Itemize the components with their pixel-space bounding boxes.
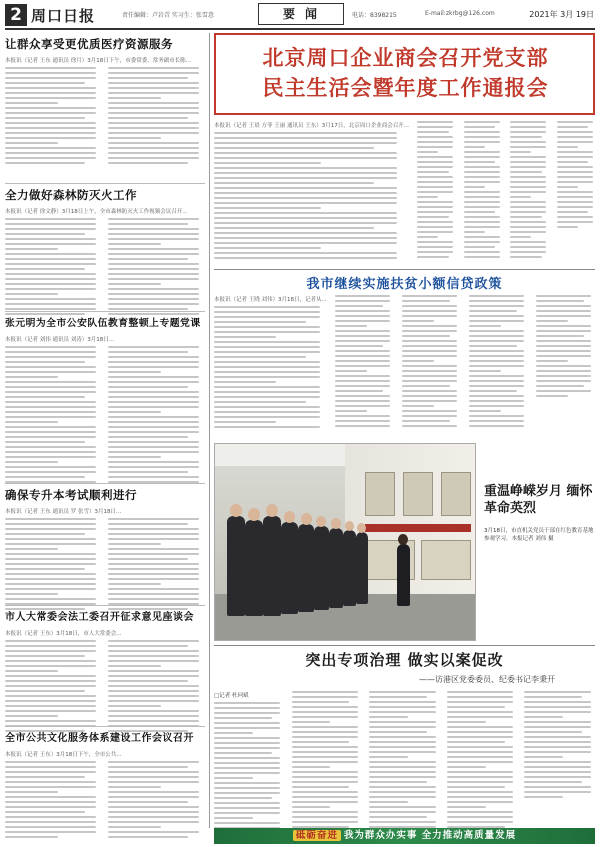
article — [5, 488, 205, 612]
divider — [5, 726, 205, 727]
divider — [5, 483, 205, 484]
article-text — [5, 518, 102, 612]
article-text — [5, 640, 102, 735]
article-text — [524, 691, 595, 837]
article-text — [5, 218, 102, 316]
banner-highlight: 砥砺奋进 — [293, 830, 341, 841]
article-text — [108, 761, 205, 843]
photo-feature-title: 重温峥嵘岁月 缅怀革命英烈 — [484, 484, 593, 516]
article-lead: 本报讯（记者 王东 通讯员 徐月）3月18日下午，市委常委、常务副市长陈... — [5, 58, 191, 64]
article — [5, 37, 205, 168]
publication-date: 2021年 3月 19日 — [529, 10, 594, 19]
article-text — [214, 702, 285, 837]
article — [5, 610, 205, 734]
email: E-mail:zkrbg@126.com — [425, 10, 495, 17]
article-lead: 本报讯（记者 王东）3月18日下午，全市公共... — [5, 752, 122, 758]
article-text — [214, 132, 409, 262]
editors-line: 责任编辑：卢岩青 实习生：张雪意 — [122, 12, 214, 19]
left-column — [5, 33, 210, 828]
article-text — [536, 295, 595, 433]
article-text — [5, 761, 102, 843]
article-text — [464, 121, 503, 261]
article-text — [5, 67, 102, 167]
article-title: 全市公共文化服务体系建设工作会议召开 — [5, 733, 194, 744]
article-title: 让群众享受更优质医疗资源服务 — [5, 37, 173, 51]
article-text — [417, 121, 456, 261]
news-photo — [214, 443, 476, 641]
article-text — [510, 121, 549, 261]
feature-body — [214, 691, 595, 839]
section-rule — [214, 645, 595, 646]
second-story-headline: 我市继续实施扶贫小额信贷政策 — [306, 277, 503, 292]
lead-story-lead: 本报讯（记者 王晨 方菲 王丽 通讯员 王东）3月17日，北京周口企业商会召开... — [214, 123, 409, 129]
second-story-lead: 本报讯（记者 王晓 刘伟）3月18日，记者从... — [214, 297, 327, 303]
article-lead: 本报讯（记者 王东 通讯员 罗 张雪）3月18日... — [5, 509, 122, 515]
section-rule — [214, 269, 595, 270]
article-title: 全力做好森林防灭火工作 — [5, 188, 137, 202]
article-title: 市人大常委会法工委召开征求意见座谈会 — [5, 612, 194, 623]
banner-text: 我为群众办实事 全力推动高质量发展 — [343, 830, 517, 841]
second-story-body — [214, 295, 595, 435]
feature-byline: □记者 杜珂斌 — [214, 693, 249, 699]
slogan-banner — [214, 828, 595, 844]
masthead-rule — [5, 28, 595, 30]
article — [5, 188, 205, 317]
article-text — [369, 691, 440, 837]
hotline: 电话：8398215 — [352, 12, 397, 19]
photo-caption-block — [484, 443, 595, 641]
lead-story-headline-box — [214, 33, 595, 115]
article-text — [108, 640, 205, 735]
article-lead: 本报讯（记者 王东）3月18日，市人大常委会... — [5, 631, 122, 637]
article-text — [402, 295, 461, 433]
lead-title-line: 民主生活会暨年度工作通报会 — [262, 75, 549, 100]
article-text — [108, 67, 205, 167]
article-lead: 本报讯（记者 刘伟 通讯员 刘涛）3月18日... — [5, 337, 114, 343]
article-text — [108, 346, 205, 486]
article — [5, 316, 205, 485]
article-text — [292, 691, 363, 837]
article-text — [447, 691, 518, 837]
main-area — [214, 33, 595, 828]
lead-story-body — [214, 121, 595, 266]
article-text — [108, 518, 205, 612]
photo-caption: 3月18日，市直机关党员干部在红色教育基地参观学习。本报记者 刘伟 摄 — [484, 528, 594, 542]
article — [5, 731, 205, 842]
page-number: 2 — [5, 4, 27, 26]
article-text — [557, 121, 596, 261]
article-text — [335, 295, 394, 433]
divider — [5, 311, 205, 312]
paper-name: 周口日报 — [31, 7, 96, 25]
article-lead: 本报讯（记者 徐文静）3月18日上午，全市森林防灭火工作视频会议召开... — [5, 209, 188, 215]
article-text — [469, 295, 528, 433]
section-title: 要闻 — [258, 3, 344, 25]
article-title: 确保专升本考试顺利进行 — [5, 488, 137, 502]
divider — [5, 183, 205, 184]
lead-title-line: 北京周口企业商会召开党支部 — [262, 45, 549, 70]
divider — [5, 605, 205, 606]
article-title: 张元明为全市公安队伍教育整顿上专题党课 — [5, 318, 201, 329]
article-text — [5, 346, 102, 486]
feature-subheadline: ——访港区党委委员、纪委书记李秉开 — [419, 675, 555, 684]
feature-headline: 突出专项治理 做实以案促改 — [305, 651, 504, 669]
article-text — [214, 306, 327, 434]
lead-story-headline — [228, 43, 583, 103]
masthead — [0, 0, 600, 30]
article-text — [108, 218, 205, 316]
